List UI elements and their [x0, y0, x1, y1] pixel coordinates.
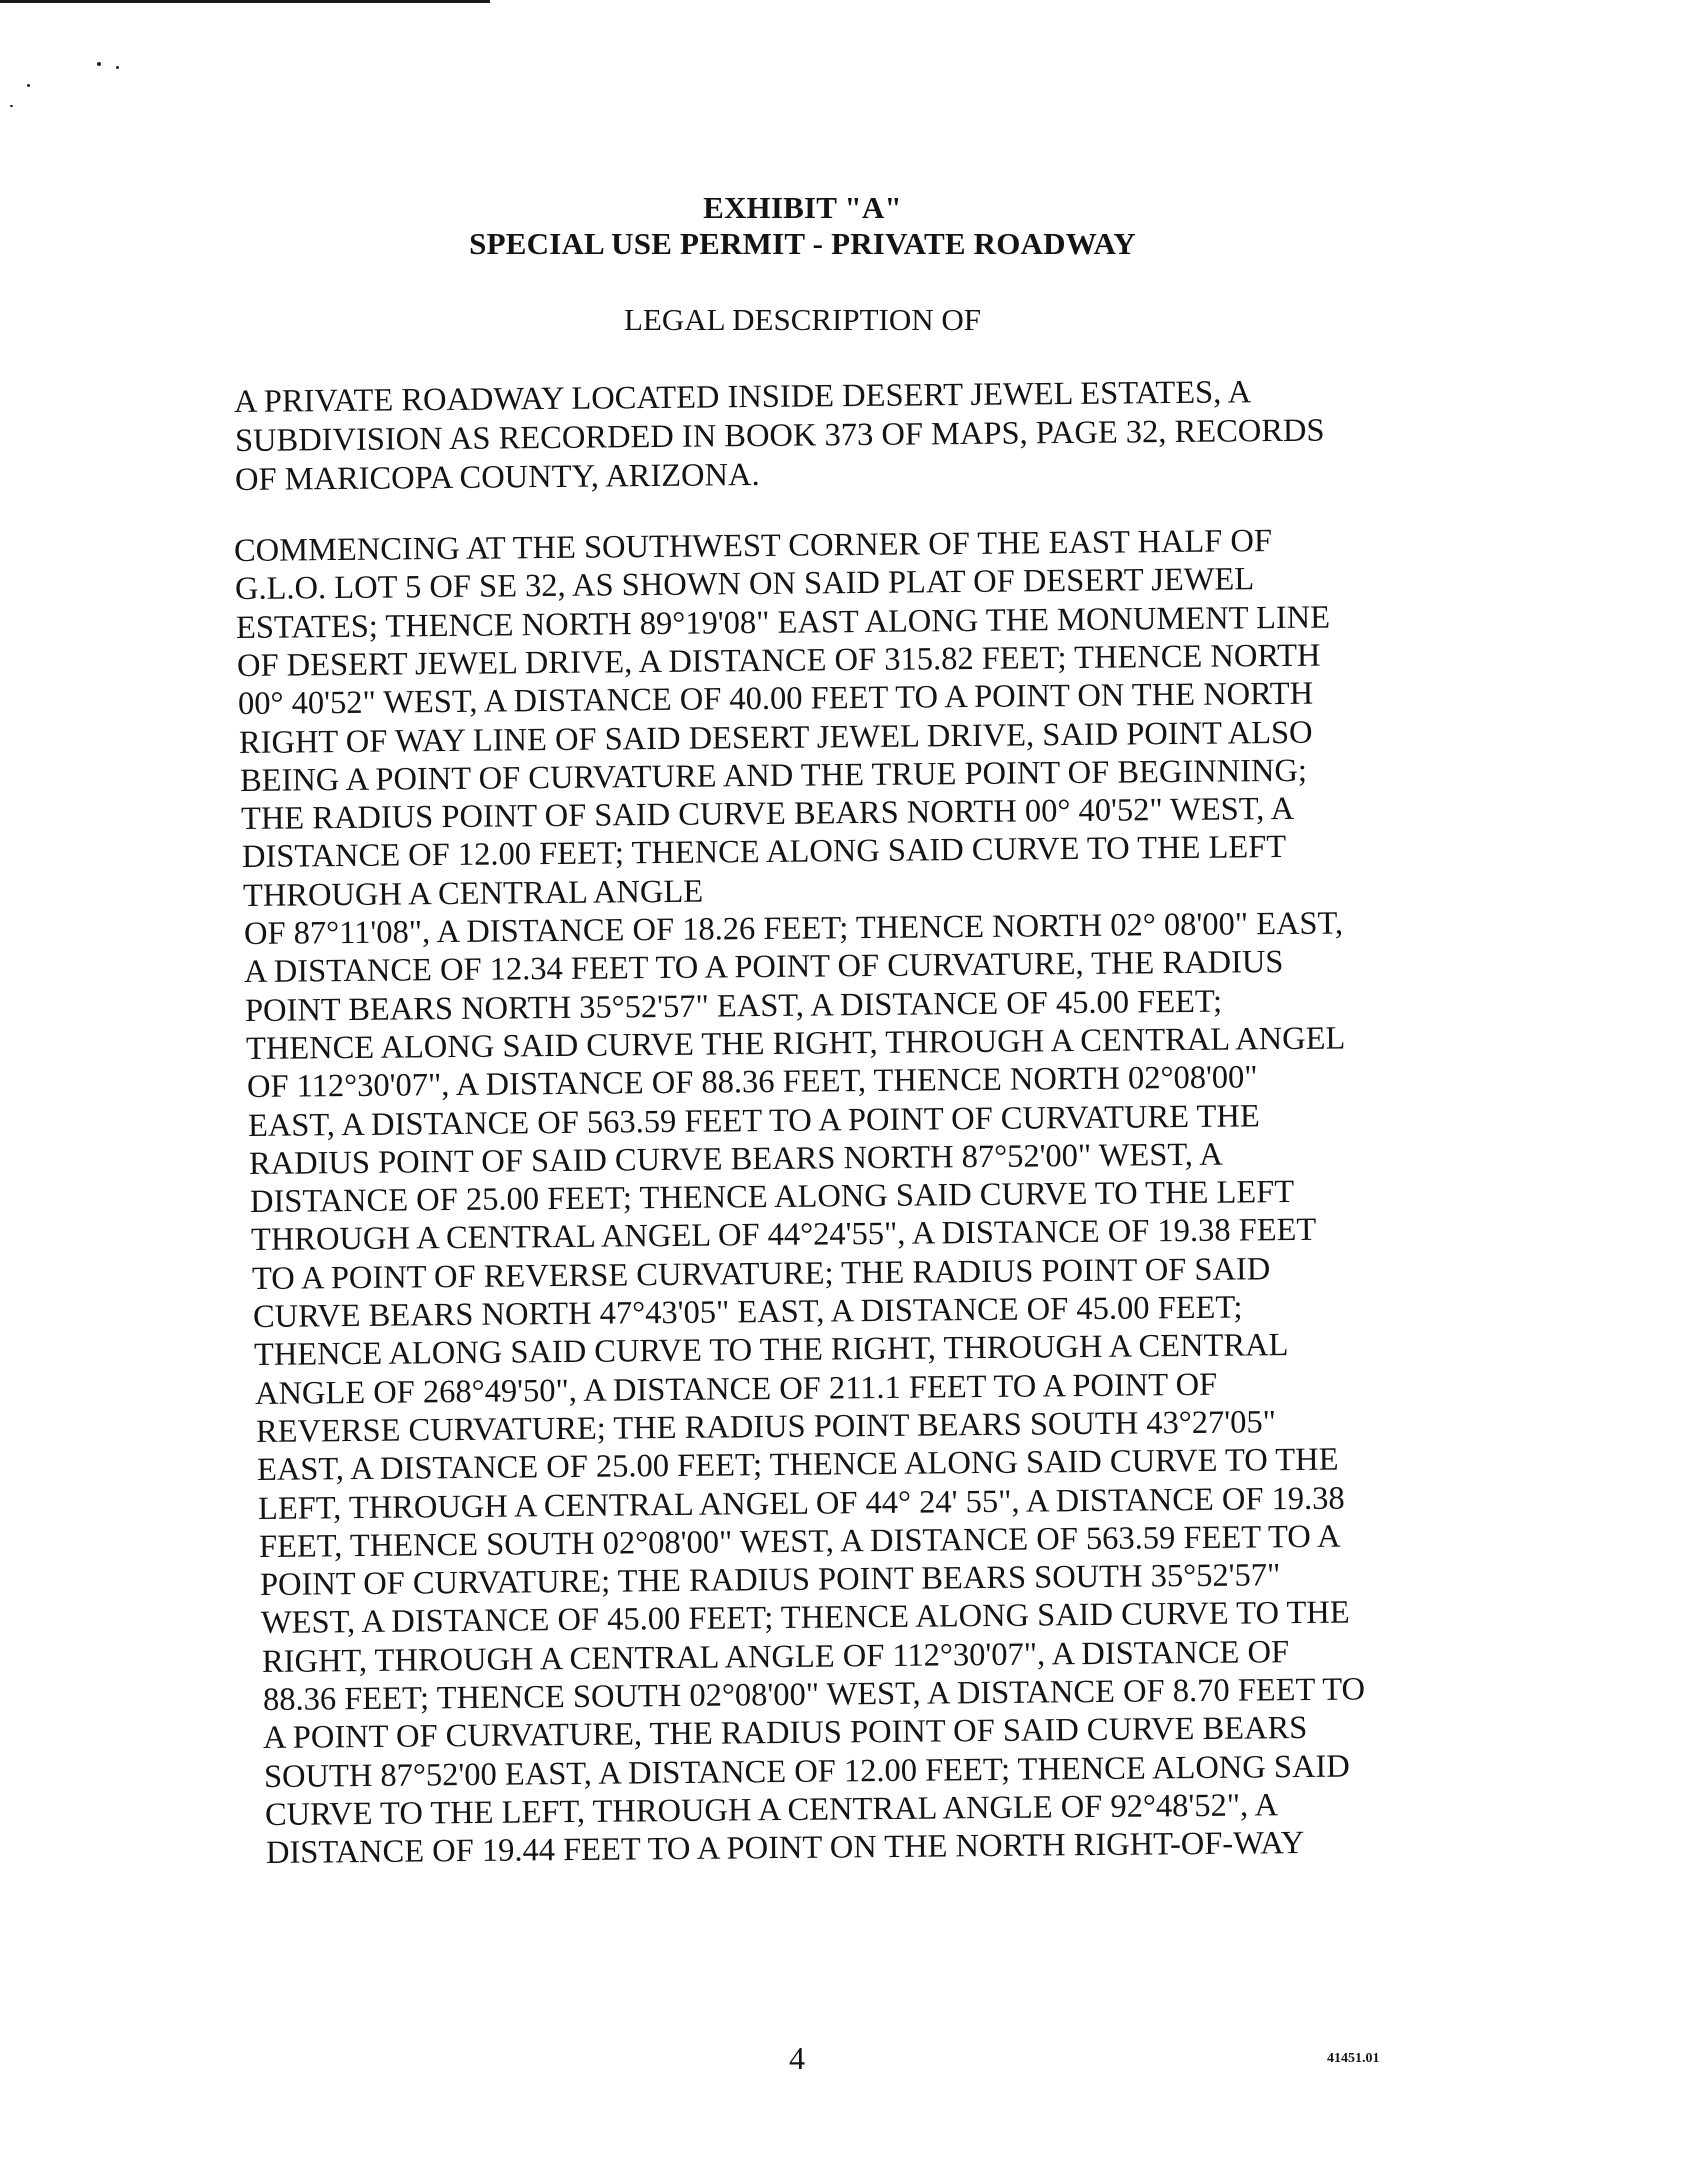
body-line: POINT OF CURVATURE; THE RADIUS POINT BEARS SOUTH 35°52'57" [259, 1557, 1281, 1604]
body-line: A DISTANCE OF 12.34 FEET TO A POINT OF CURVATURE, THE RADIUS [244, 944, 1285, 991]
scan-speck [97, 62, 101, 66]
intro-line: SUBDIVISION AS RECORDED IN BOOK 373 OF MAPS, PAGE 32, RECORDS [234, 412, 1325, 459]
body-line: OF 112°30'07", A DISTANCE OF 88.36 FEET, THENCE NORTH 02°08'00" [247, 1059, 1259, 1106]
body-line: TO A POINT OF REVERSE CURVATURE; THE RADIUS POINT OF SAID [251, 1250, 1271, 1297]
body-line: EAST, A DISTANCE OF 25.00 FEET; THENCE ALONG SAID CURVE TO THE [256, 1441, 1339, 1489]
body-line: DISTANCE OF 25.00 FEET; THENCE ALONG SAID CURVE TO THE LEFT [249, 1174, 1295, 1221]
body-line: POINT BEARS NORTH 35°52'57" EAST, A DISTANCE OF 45.00 FEET; [245, 983, 1223, 1029]
body-line: THROUGH A CENTRAL ANGLE [242, 873, 703, 914]
body-line: A POINT OF CURVATURE, THE RADIUS POINT OF SAID CURVE BEARS [263, 1710, 1308, 1757]
body-line: FEET, THENCE SOUTH 02°08'00" WEST, A DISTANCE OF 563.59 FEET TO A [258, 1518, 1341, 1565]
document-code: 41451.01 [1327, 2051, 1380, 2066]
body-line: DISTANCE OF 19.44 FEET TO A POINT ON THE NORTH RIGHT-OF-WAY [266, 1825, 1305, 1872]
body-line: BEING A POINT OF CURVATURE AND THE TRUE POINT OF BEGINNING; [239, 752, 1307, 799]
body-line: COMMENCING AT THE SOUTHWEST CORNER OF THE EAST HALF OF [233, 523, 1273, 569]
body-line: EAST, A DISTANCE OF 563.59 FEET TO A POINT OF CURVATURE THE [248, 1097, 1261, 1144]
body-line: WEST, A DISTANCE OF 45.00 FEET; THENCE ALONG SAID CURVE TO THE [260, 1594, 1350, 1642]
exhibit-title: EXHIBIT "A" [703, 190, 902, 225]
scan-speck [10, 105, 13, 107]
page-number: 4 [789, 2040, 805, 2076]
body-line: THE RADIUS POINT OF SAID CURVE BEARS NORTH 00° 40'52" WEST, A [240, 790, 1294, 838]
body-line: RIGHT, THROUGH A CENTRAL ANGLE OF 112°30'07", A DISTANCE OF [261, 1633, 1289, 1680]
body-line: ESTATES; THENCE NORTH 89°19'08" EAST ALONG THE MONUMENT LINE [235, 599, 1331, 646]
body-line: OF 87°11'08", A DISTANCE OF 18.26 FEET; THENCE NORTH 02° 08'00" EAST, [243, 905, 1343, 952]
body-line: CURVE TO THE LEFT, THROUGH A CENTRAL ANGLE OF 92°48'52", A [265, 1787, 1279, 1833]
scan-speck [27, 84, 30, 87]
body-line: CURVE BEARS NORTH 47°43'05" EAST, A DISTANCE OF 45.00 FEET; [252, 1289, 1243, 1335]
exhibit-subtitle: SPECIAL USE PERMIT - PRIVATE ROADWAY [469, 226, 1136, 261]
body-line: THROUGH A CENTRAL ANGEL OF 44°24'55", A DISTANCE OF 19.38 FEET [250, 1212, 1317, 1259]
scan-speck [116, 66, 119, 69]
body-line: REVERSE CURVATURE; THE RADIUS POINT BEARS SOUTH 43°27'05" [255, 1404, 1276, 1450]
top-edge-rule [0, 0, 490, 3]
body-line: G.L.O. LOT 5 OF SE 32, AS SHOWN ON SAID PLAT OF DESERT JEWEL [234, 561, 1255, 608]
body-line: THENCE ALONG SAID CURVE THE RIGHT, THROUGH A CENTRAL ANGEL [246, 1020, 1346, 1067]
body-line: DISTANCE OF 12.00 FEET; THENCE ALONG SAID CURVE TO THE LEFT [241, 829, 1286, 876]
body-line: LEFT, THROUGH A CENTRAL ANGEL OF 44° 24' 55", A DISTANCE OF 19.38 [257, 1480, 1345, 1527]
body-line: OF DESERT JEWEL DRIVE, A DISTANCE OF 315.82 FEET; THENCE NORTH [236, 637, 1321, 684]
body-line: SOUTH 87°52'00 EAST, A DISTANCE OF 12.00 FEET; THENCE ALONG SAID [264, 1748, 1351, 1795]
body-line: THENCE ALONG SAID CURVE TO THE RIGHT, THROUGH A CENTRAL [253, 1327, 1289, 1374]
body-line: ANGLE OF 268°49'50", A DISTANCE OF 211.1 FEET TO A POINT OF [254, 1366, 1218, 1412]
intro-line: A PRIVATE ROADWAY LOCATED INSIDE DESERT JEWEL ESTATES, A [233, 374, 1252, 420]
intro-line: OF MARICOPA COUNTY, ARIZONA. [235, 456, 760, 498]
body-line: 00° 40'52" WEST, A DISTANCE OF 40.00 FEET TO A POINT ON THE NORTH [237, 675, 1314, 723]
body-line: 88.36 FEET; THENCE SOUTH 02°08'00" WEST, A DISTANCE OF 8.70 FEET TO [262, 1671, 1365, 1718]
body-line: RIGHT OF WAY LINE OF SAID DESERT JEWEL DRIVE, SAID POINT ALSO [238, 714, 1313, 761]
body-line: RADIUS POINT OF SAID CURVE BEARS NORTH 87°52'00" WEST, A [249, 1136, 1224, 1182]
legal-description-caption: LEGAL DESCRIPTION OF [623, 302, 982, 337]
